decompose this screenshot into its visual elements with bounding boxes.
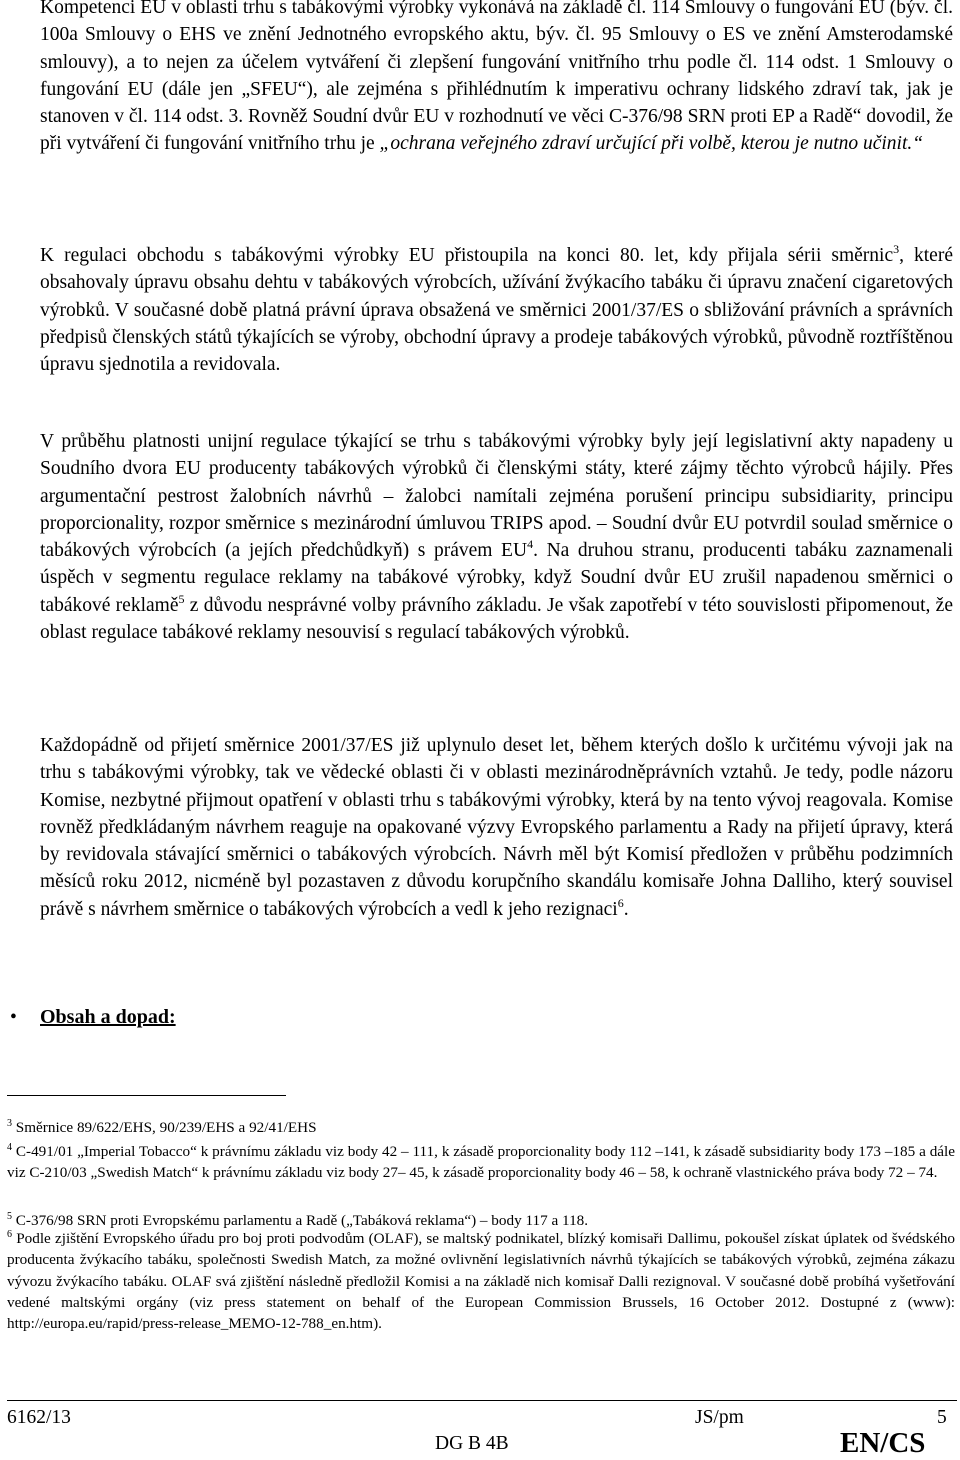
footnote-text: Podle zjištění Evropského úřadu pro boj proti podvodům (OLAF), se maltský podnikatel, blízký komisaři Dallimu, pokoušel získat úplatek od švédského producenta žvýkacího tabáku, společnosti Swedish Match, za možné ovlivnění legislativních návrhů týkajících se tabákových výrobků, zejména zákazu vývozu žvýkacího tabáku. OLAF svá zjištění následně předložil Komisi a na základě nich komisař Dalli rezignoval. V současné době probíhá vyšetřování vedené maltskými orgány (viz press statement on behalf of the European Commission Brussels, 16 October 2012. Dostupné z (www): http://europa.eu/rapid/press-release_MEMO-12-788_en.htm). <box>7 1230 956 1333</box>
department-code: DG B 4B <box>435 1433 509 1454</box>
paragraph-new-proposal <box>40 732 953 923</box>
document-number: 6162/13 <box>7 1407 71 1428</box>
paragraph-text: V průběhu platnosti unijní regulace týkající se trhu s tabákovými výrobky byly její legislativní akty napadeny u Soudního dvora EU producenty tabákových výrobků či členskými státy, které zájmy těchto výrobců hájily. Přes argumentační pestrost žalobních návrhů – žalobci namítali zejména porušení principu subsidiarity, principu proporcionality, rozpor směrnice s mezinárodní úmluvou TRIPS apod. – Soudní dvůr EU potvrdil soulad směrnice o tabákových výrobcích (a jejích předchůdkyň) s právem EU <box>40 431 953 562</box>
paragraph-text: . <box>623 898 629 920</box>
footnote-6 <box>7 1228 955 1334</box>
footnote-number: 4 <box>7 1142 12 1153</box>
footnote-ref-3[interactable]: 3 <box>893 242 900 256</box>
bullet-icon: • <box>10 1007 17 1028</box>
footnote-number: 5 <box>7 1211 12 1222</box>
footnote-number: 6 <box>7 1229 12 1240</box>
paragraph-court-challenges <box>40 428 953 646</box>
footnote-ref-4[interactable]: 4 <box>527 537 534 552</box>
footnote-3 <box>7 1117 955 1138</box>
court-quote: „ochrana veřejného zdraví určující při volbě, kterou je nutno učinit.“ <box>379 133 924 155</box>
paragraph-text: , které obsahovaly úpravu obsahu dehtu v tabákových výrobcích, užívání žvýkacího tabáku či úpravu značení cigaretových výrobků. V současné době platná právní úprava obsažená ve směrnici 2001/37/ES o sbližování právních a správních předpisů členských států týkajících se výroby, obchodní úpravy a prodeje tabákových výrobků, původně roztříštěnou úpravu sjednotila a revidovala. <box>40 245 953 376</box>
paragraph-text: z důvodu nesprávné volby právního základu. Je však zapotřebí v této souvislosti připomenout, že oblast regulace tabákové reklamy nesouvisí s regulací tabákových výrobků. <box>40 594 953 644</box>
footnote-text: C-376/98 SRN proti Evropskému parlamentu a Radě („Tabáková reklama“) – body 117 a 118. <box>15 1212 589 1229</box>
page-number: 5 <box>937 1407 947 1428</box>
footnote-4 <box>7 1141 955 1184</box>
paragraph-eu-competence <box>40 0 953 158</box>
footnote-number: 3 <box>7 1118 12 1129</box>
footnote-ref-5[interactable]: 5 <box>178 591 185 606</box>
footnote-separator <box>7 1095 286 1096</box>
footnote-text: Směrnice 89/622/EHS, 90/239/EHS a 92/41/EHS <box>15 1119 317 1136</box>
footnote-ref-6[interactable]: 6 <box>617 895 624 910</box>
author-initials: JS/pm <box>695 1407 744 1428</box>
footnote-text: C-491/01 „Imperial Tobacco“ k právnímu základu viz body 42 – 111, k zásadě proporcionality body 112 –141, k zásadě subsidiarity body 173 –185 a dále viz C-210/03 „Swedish Match“ k právnímu základu viz body 27– 45, k zásadě proporcionality body 46 – 58, k ochraně vlastnického práva body 72 – 74. <box>7 1143 956 1182</box>
paragraph-text: Každopádně od přijetí směrnice 2001/37/ES již uplynulo deset let, během kterých došlo k určitému vývoji jak na trhu s tabákovými výrobky, tak ve vědecké oblasti či v oblasti mezinárodněprávních vztahů. Je tedy, podle názoru Komise, nezbytné přijmout opatření v oblasti trhu s tabákovými výrobky, která by na tento vývoj reagovala. Komise rovněž předkládaným návrhem reaguje na opakované výzvy Evropského parlamentu a Rady na přijetí úpravy, která by revidovala stávající směrnici o tabákových výrobcích. Návrh měl být Komisí předložen v průběhu podzimních měsíců roku 2012, nicméně byl pozastaven z důvodu korupčního skandálu komisaře Johna Dalliho, který souvisel právě s návrhem směrnice o tabákových výrobcích a vedl k jeho rezignaci <box>40 735 953 920</box>
section-heading: Obsah a dopad: <box>40 1006 176 1028</box>
paragraph-text: Kompetenci EU v oblasti trhu s tabákovými výrobky vykonává na základě čl. 114 Smlouvy o fungování EU (býv. čl. 100a Smlouvy o EHS ve znění Jednotného evropského aktu, býv. čl. 95 Smlouvy o ES ve znění Amsterodamské smlouvy), a to nejen za účelem vytváření či zlepšení fungování vnitřního trhu podle čl. 114 odst. 1 Smlouvy o fungování EU (dále jen „SFEU“), ale zejména s přihlédnutím k imperativu ochrany lidského zdraví tak, jak je stanoven v čl. 114 odst. 3. Rovněž Soudní dvůr EU v rozhodnutí ve věci C-376/98 SRN proti EP a Radě“ dovodil, že při vytváření či fungování vnitřního trhu je <box>40 0 953 155</box>
paragraph-text: . Na druhou stranu, producenti tabáku zaznamenali úspěch v segmentu regulace reklamy na tabákové výrobky, když Soudní dvůr EU zrušil napadenou směrnici o tabákové reklamě <box>40 540 954 616</box>
paragraph-text: K regulaci obchodu s tabákovými výrobky EU přistoupila na konci 80. let, kdy přijala sérii směrnic <box>40 245 894 266</box>
footer-separator <box>7 1400 957 1401</box>
language-code: EN/CS <box>840 1427 926 1459</box>
paragraph-tobacco-regulation <box>40 242 953 378</box>
